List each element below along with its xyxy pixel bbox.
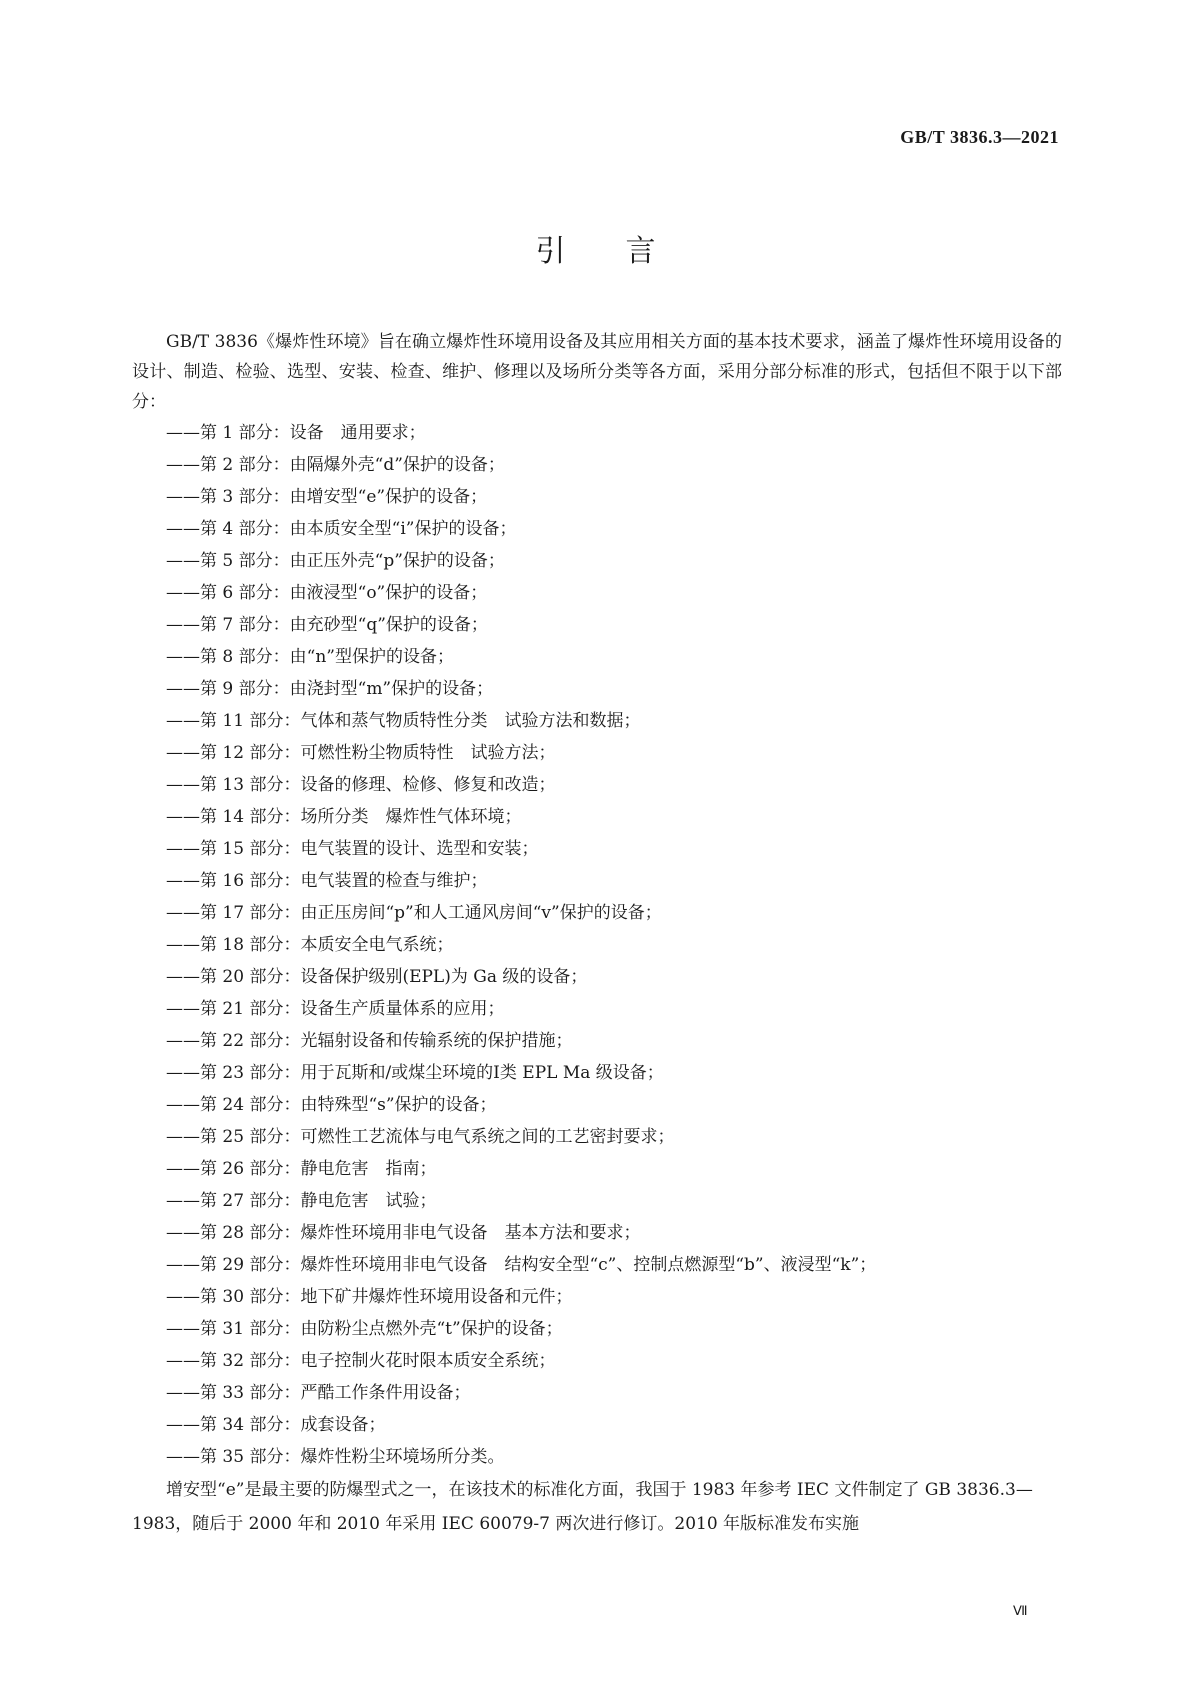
- list-item: ——第 33 部分：严酷工作条件用设备；: [166, 1383, 471, 1403]
- list-item: ——第 6 部分：由液浸型“o”保护的设备；: [166, 583, 488, 603]
- list-item: ——第 18 部分：本质安全电气系统；: [166, 935, 454, 955]
- document-body: [132, 327, 1062, 1541]
- list-item: ——第 5 部分：由正压外壳“p”保护的设备；: [166, 551, 505, 571]
- list-item: ——第 20 部分：设备保护级别(EPL)为 Ga 级的设备；: [166, 967, 588, 987]
- list-item: ——第 1 部分：设备 通用要求；: [166, 423, 426, 443]
- list-item: ——第 8 部分：由“n”型保护的设备；: [166, 647, 454, 667]
- list-item: ——第 13 部分：设备的修理、检修、修复和改造；: [166, 775, 556, 795]
- list-item: ——第 21 部分：设备生产质量体系的应用；: [166, 999, 505, 1019]
- list-item: ——第 27 部分：静电危害 试验；: [166, 1191, 437, 1211]
- list-item: ——第 23 部分：用于瓦斯和/或煤尘环境的Ⅰ类 EPL Ma 级设备；: [166, 1063, 664, 1083]
- closing-paragraph: 增安型“e”是最主要的防爆型式之一，在该技术的标准化方面，我国于 1983 年参考 IEC 文件制定了 GB 3836.3—1983，随后于 2000 年和 2010 年采用 IEC 60079-7 两次进行修订。2010 年版标准发布实施: [132, 1480, 1033, 1534]
- list-item: ——第 12 部分：可燃性粉尘物质特性 试验方法；: [166, 743, 556, 763]
- list-item: ——第 25 部分：可燃性工艺流体与电气系统之间的工艺密封要求；: [166, 1127, 675, 1147]
- list-item: ——第 11 部分：气体和蒸气物质特性分类 试验方法和数据；: [166, 711, 641, 731]
- list-item: ——第 31 部分：由防粉尘点燃外壳“t”保护的设备；: [166, 1319, 563, 1339]
- parts-list: [132, 417, 1062, 1473]
- page-number: Ⅶ: [1013, 1603, 1028, 1618]
- list-item: ——第 16 部分：电气装置的检查与维护；: [166, 871, 488, 891]
- list-item: ——第 24 部分：由特殊型“s”保护的设备；: [166, 1095, 497, 1115]
- list-item: ——第 7 部分：由充砂型“q”保护的设备；: [166, 615, 488, 635]
- page-title: 引 言: [535, 234, 656, 269]
- list-item: ——第 26 部分：静电危害 指南；: [166, 1159, 437, 1179]
- list-item: ——第 32 部分：电子控制火花时限本质安全系统；: [166, 1351, 556, 1371]
- list-item: ——第 14 部分：场所分类 爆炸性气体环境；: [166, 807, 522, 827]
- list-item: ——第 2 部分：由隔爆外壳“d”保护的设备；: [166, 455, 505, 475]
- list-item: ——第 34 部分：成套设备；: [166, 1415, 386, 1435]
- document-id: GB/T 3836.3—2021: [900, 127, 1059, 147]
- list-item: ——第 4 部分：由本质安全型“i”保护的设备；: [166, 519, 517, 539]
- list-item: ——第 30 部分：地下矿井爆炸性环境用设备和元件；: [166, 1287, 573, 1307]
- list-item: ——第 9 部分：由浇封型“m”保护的设备；: [166, 679, 494, 699]
- list-item: ——第 28 部分：爆炸性环境用非电气设备 基本方法和要求；: [166, 1223, 641, 1243]
- list-item: ——第 3 部分：由增安型“e”保护的设备；: [166, 487, 488, 507]
- list-item: ——第 17 部分：由正压房间“p”和人工通风房间“v”保护的设备；: [166, 903, 662, 923]
- list-item: ——第 15 部分：电气装置的设计、选型和安装；: [166, 839, 539, 859]
- intro-paragraph: GB/T 3836《爆炸性环境》旨在确立爆炸性环境用设备及其应用相关方面的基本技术要求，涵盖了爆炸性环境用设备的设计、制造、检验、选型、安装、检查、维护、修理以及场所分类等各方面，采用分部分标准的形式，包括但不限于以下部分：: [132, 332, 1062, 412]
- list-item: ——第 29 部分：爆炸性环境用非电气设备 结构安全型“c”、控制点燃源型“b”、液浸型“k”；: [166, 1255, 877, 1275]
- list-item: ——第 22 部分：光辐射设备和传输系统的保护措施；: [166, 1031, 573, 1051]
- list-item: ——第 35 部分：爆炸性粉尘环境场所分类。: [166, 1447, 505, 1467]
